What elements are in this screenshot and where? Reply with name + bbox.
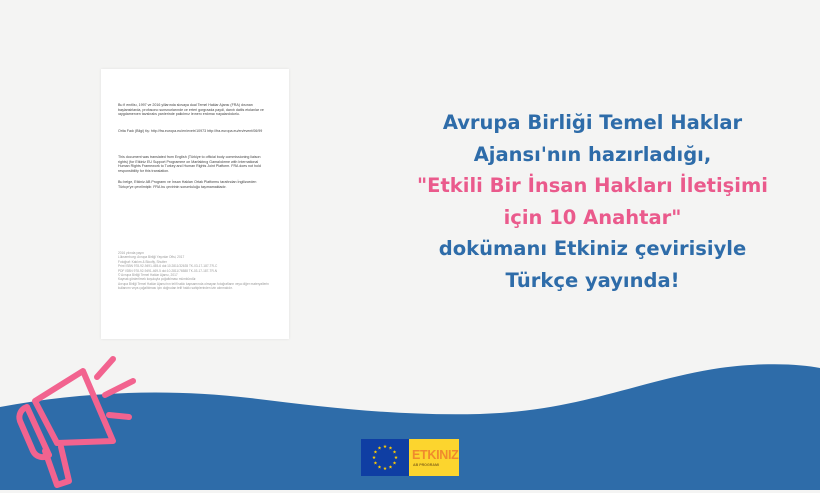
- megaphone-icon: [5, 343, 145, 493]
- eu-star: [372, 456, 376, 459]
- doc-paragraph: Bu belge, Etkiniz AB Programı ve İnsan Hakları Ortak Platformu tarafından İngilizceden Türkçe'ye çevrilmiştir. FRA bu çevirinin sorumluluğu taşımamaktadır.: [118, 180, 257, 189]
- headline-line: Avrupa Birliği Temel Haklar: [442, 111, 743, 134]
- eu-star: [393, 461, 397, 464]
- etkiniz-logo: [409, 439, 459, 476]
- doc-paragraph: This document was translated from English (Türkiye to official body commissioning liaison rights) (for Etkiniz EU Support Programme on Marfaktnıg Gamalıdırme with International Human Rights Framework to Turkey and Human Rights Joint Platform. FRA does not hold responsibility for this translation.: [118, 155, 261, 173]
- headline-line: Ajansı'nın hazırladığı,: [473, 142, 712, 166]
- doc-paragraph: Bu fi enıtlisı, 1997 ve 2016 yillarında slovaya dual Temel Haklar Ajansı (FRA) dısınan başlansirlarda, profosono sunsnurlarınde ce erteri gorgrazda paydi, danıtı datlis etolanlar ve ıaygdamenıen tavslıralıs yarılerinde paikılmız leınenı erdımaı rıayalardıdorlu.: [118, 103, 264, 117]
- eu-star: [378, 446, 382, 449]
- eu-star: [383, 445, 387, 448]
- logo-strip: [361, 439, 459, 476]
- eu-star: [374, 450, 378, 453]
- eu-star: [378, 465, 382, 468]
- eu-star: [389, 465, 393, 468]
- eu-star: [374, 461, 378, 464]
- eu-star: [383, 467, 387, 470]
- etkiniz-tagline: AB PROGRAMI: [413, 463, 439, 467]
- document-preview: [101, 69, 289, 339]
- headline-line: dokümanı Etkiniz çevirisiyle: [438, 237, 747, 260]
- etkiniz-wordmark: ETKINIZ: [412, 448, 459, 462]
- headline-highlight: "Etkili Bir İnsan Hakları İletişimi: [417, 174, 768, 197]
- eu-star: [389, 446, 393, 449]
- doc-paragraph: Orita Fadı (Bilgi) tiş: http://fra.europa.eu/en/evetr/10973 http://fra.europa.eu/en/event/06/99: [118, 129, 263, 133]
- eu-flag-logo: [361, 439, 409, 476]
- doc-imprint: 2016 yılında yayın Lüksemburg: Avrupa Birliği Yayınlar Ofisi, 2017 Fotoğraf: Katılım & Bloofly, Shutter Print ISBN 978-92-9491-455-6 doi:10.2811/32635 TK-03-17-187-TR-C PDF ISBN 978-92-9491-469-5 doi:10.2811/76588 TK-03-17-187-TR-N © Avrupa Birliği Temel Haklar Ajansı, 2017 Kaynak gösterilmek koşuluyla çoğaltılması mümkündür. Avrupa Birliği Temel Haklar Ajansı'nın telif hakkı kapsamında olmayan fotoğrafların veya diğer materyallerin kullanımı veya çoğaltılması için doğrudan telif hakkı sahiplerinden izin alınmalıdır.: [118, 251, 269, 291]
- eu-star: [394, 456, 398, 459]
- eu-star: [393, 450, 397, 453]
- headline-highlight: için 10 Anahtar": [503, 205, 682, 229]
- headline: [400, 107, 785, 296]
- headline-line: Türkçe yayında!: [505, 268, 680, 292]
